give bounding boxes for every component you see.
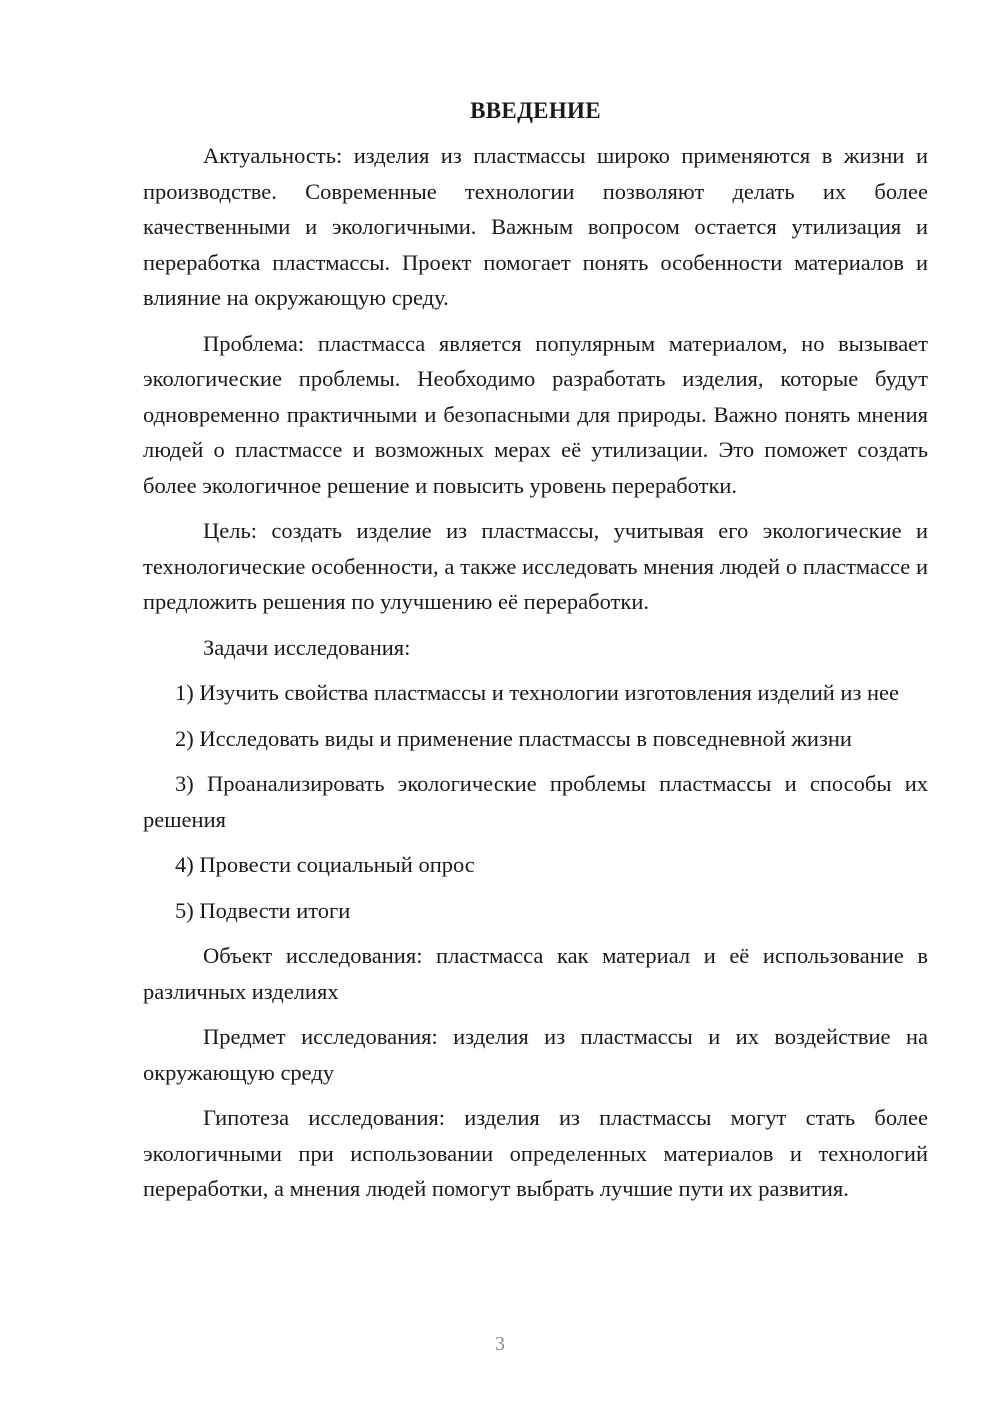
page-title: ВВЕДЕНИЕ [470,98,601,123]
relevance-paragraph: Актуальность: изделия из пластмассы широко применяются в жизни и производстве. Современные технологии позволяют делать их более качественными и экологичными. Важным вопросом остается утилизация и переработка пластмассы. Проект помогает понять особенности материалов и влияние на окружающую среду. [143,143,928,310]
document-page [143,96,928,1217]
list-item: 2) Исследовать виды и применение пластмассы в повседневной жизни [175,725,852,751]
page-number: 3 [495,1333,505,1355]
list-item: 3) Проанализировать экологические проблемы пластмассы и способы их решения [143,771,928,832]
problem-paragraph: Проблема: пластмасса является популярным материалом, но вызывает экологические проблемы. Необходимо разработать изделия, которые будут одновременно практичными и безопасными для природы. Важно понять мнения людей о пластмассе и возможных мерах её утилизации. Это поможет создать более экологичное решение и повысить уровень переработки. [143,330,928,498]
subject-paragraph: Предмет исследования: изделия из пластмассы и их воздействие на окружающую среду [143,1024,928,1085]
tasks-heading: Задачи исследования: [203,634,411,660]
list-item: 4) Провести социальный опрос [175,852,475,877]
hypothesis-paragraph: Гипотеза исследования: изделия из пластмассы могут стать более экологичными при использовании определенных материалов и технологий переработки, а мнения людей помогут выбрать лучшие пути их развития. [143,1105,928,1201]
tasks-list [143,675,928,928]
goal-paragraph: Цель: создать изделие из пластмассы, учитывая его экологические и технологические особенности, а также исследовать мнения людей о пластмассе и предложить решения по улучшению её переработки. [143,518,928,614]
list-item: 5) Подвести итоги [175,897,351,923]
list-item: 1) Изучить свойства пластмассы и технологии изготовления изделий из нее [175,680,899,705]
object-paragraph: Объект исследования: пластмасса как материал и её использование в различных изделиях [143,943,928,1004]
